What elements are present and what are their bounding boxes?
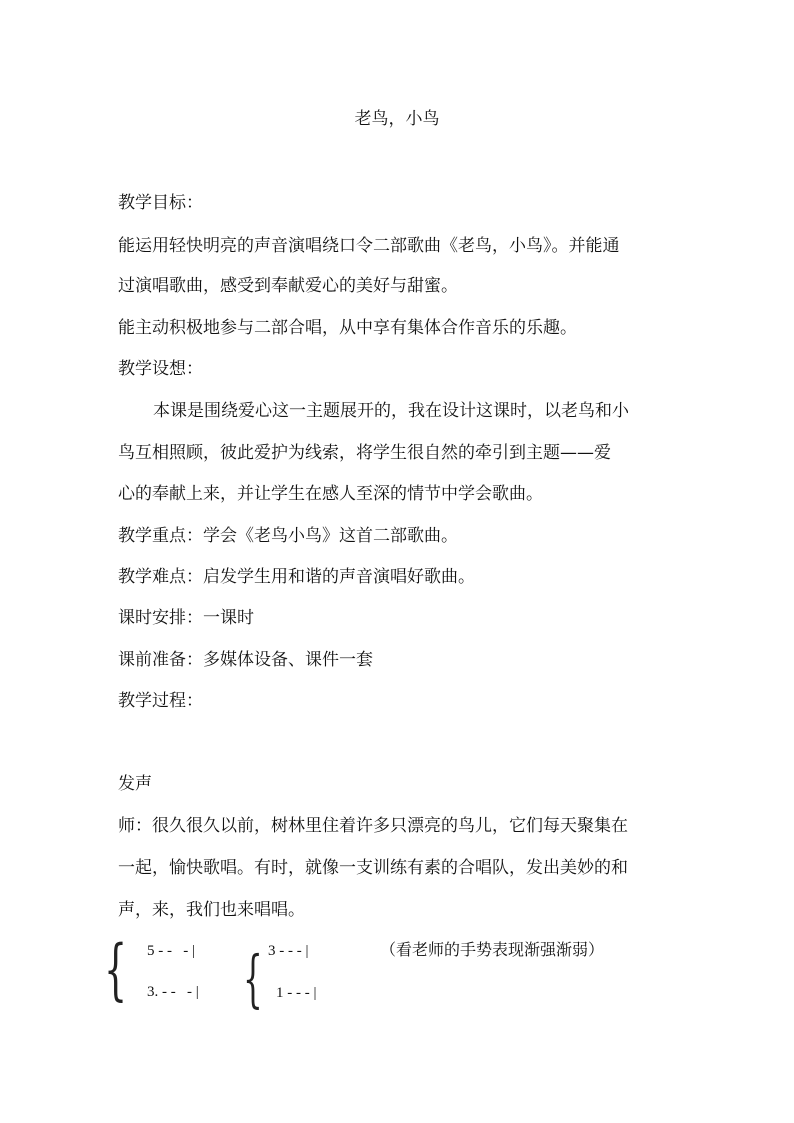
key-point: 教学重点：学会《老鸟小鸟》这首二部歌曲。 <box>118 526 458 546</box>
notation-line: 5 - - - | <box>147 943 195 959</box>
paragraph-line: 鸟互相照顾，彼此爱护为线索，将学生很自然的牵引到主题——爱 <box>118 443 611 463</box>
paragraph-line: 声，来，我们也来唱唱。 <box>118 900 305 920</box>
page-title: 老鸟，小鸟 <box>354 109 440 129</box>
paragraph-line: 本课是围绕爱心这一主题展开的，我在设计这课时，以老鸟和小 <box>153 401 629 421</box>
section-heading-objectives: 教学目标： <box>118 193 203 213</box>
paragraph-line: 一起，愉快歌唱。有时，就像一支训练有素的合唱队，发出美妙的和 <box>118 858 628 878</box>
section-heading-process: 教学过程： <box>118 691 203 711</box>
paragraph-line: 师：很久很久以前，树林里住着许多只漂亮的鸟儿，它们每天聚集在 <box>118 816 628 836</box>
class-hours: 课时安排：一课时 <box>118 608 254 628</box>
notation-comment: （看老师的手势表现渐强渐弱） <box>380 940 605 959</box>
paragraph-line: 能主动积极地参与二部合唱，从中享有集体合作音乐的乐趣。 <box>118 318 577 338</box>
notation-line: 3. - - - | <box>147 984 199 1000</box>
notation-line: 1 - - - | <box>276 985 317 1001</box>
section-heading-design: 教学设想： <box>118 359 203 379</box>
section-heading-vocalization: 发声 <box>118 774 152 794</box>
brace-left: { <box>104 931 128 1008</box>
paragraph-line: 心的奉献上来，并让学生在感人至深的情节中学会歌曲。 <box>118 484 543 504</box>
brace-right: { <box>243 942 263 1015</box>
difficult-point: 教学难点：启发学生用和谐的声音演唱好歌曲。 <box>118 567 475 587</box>
paragraph-line: 过演唱歌曲，感受到奉献爱心的美好与甜蜜。 <box>118 276 458 296</box>
notation-line: 3 - - - | <box>268 943 309 959</box>
preparation: 课前准备：多媒体设备、课件一套 <box>118 650 373 670</box>
paragraph-line: 能运用轻快明亮的声音演唱绕口令二部歌曲《老鸟，小鸟》。并能通 <box>118 236 620 256</box>
